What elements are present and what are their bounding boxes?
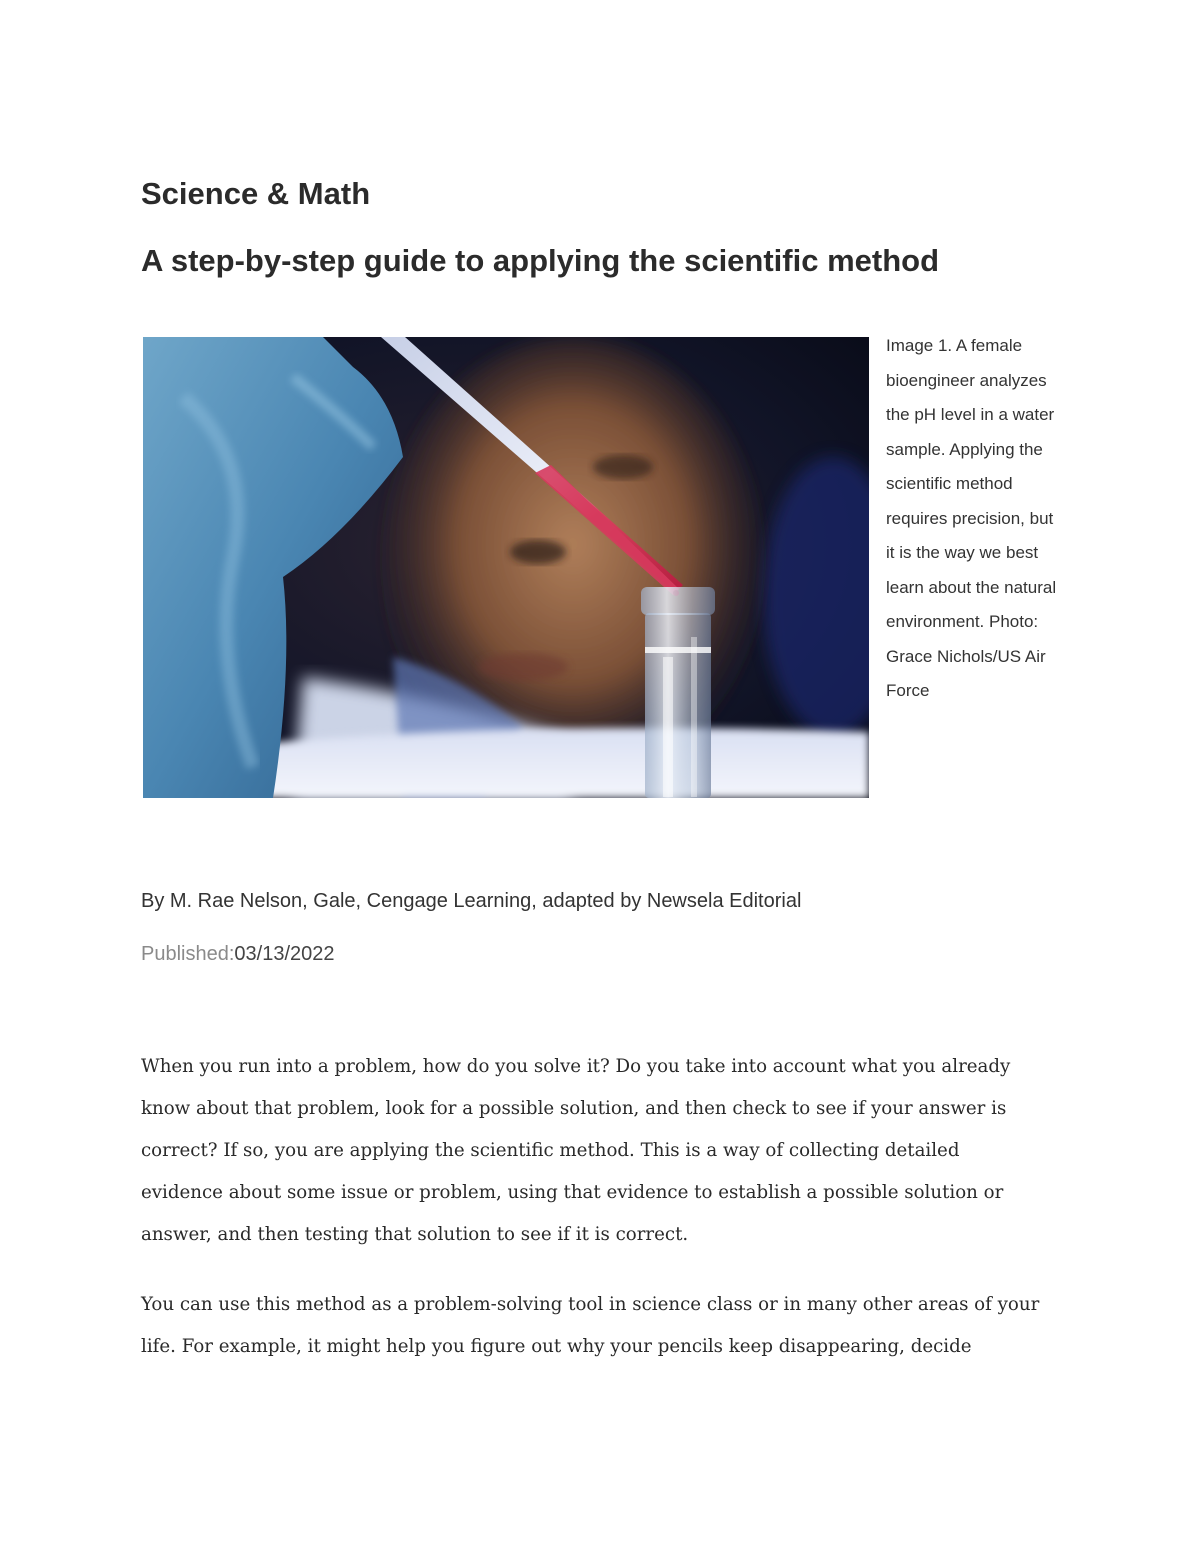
lab-photo-image: [143, 337, 869, 798]
category-heading: Science & Math: [141, 176, 371, 211]
published-date: [141, 943, 335, 966]
article-photo: [143, 337, 869, 798]
published-label: Published:: [141, 943, 235, 965]
article: [141, 170, 1061, 1357]
image-caption: Image 1. A female bioengineer analyzes the pH level in a water sample. Applying the scientific method requires precision, but it is the way we best learn about the natural environment. Photo: Grace Nichols/US Air Force: [886, 336, 1057, 700]
article-title: A step-by-step guide to applying the scientific method: [141, 243, 940, 278]
byline: By M. Rae Nelson, Gale, Cengage Learning, adapted by Newsela Editorial: [141, 890, 802, 912]
paragraph: You can use this method as a problem-solving tool in science class or in many other areas of your life. For example, it might help you figure out why your pencils keep disappearing, decide: [141, 1294, 1040, 1357]
article-body: [141, 1046, 1046, 1396]
published-value: 03/13/2022: [234, 943, 335, 965]
article-figure: [143, 337, 1063, 799]
paragraph: When you run into a problem, how do you solve it? Do you take into account what you already know about that problem, look for a possible solution, and then check to see if your answer is correct? If so, you are applying the scientific method. This is a way of collecting detailed evidence about some issue or problem, using that evidence to establish a possible solution or answer, and then testing that solution to see if it is correct.: [141, 1056, 1011, 1245]
